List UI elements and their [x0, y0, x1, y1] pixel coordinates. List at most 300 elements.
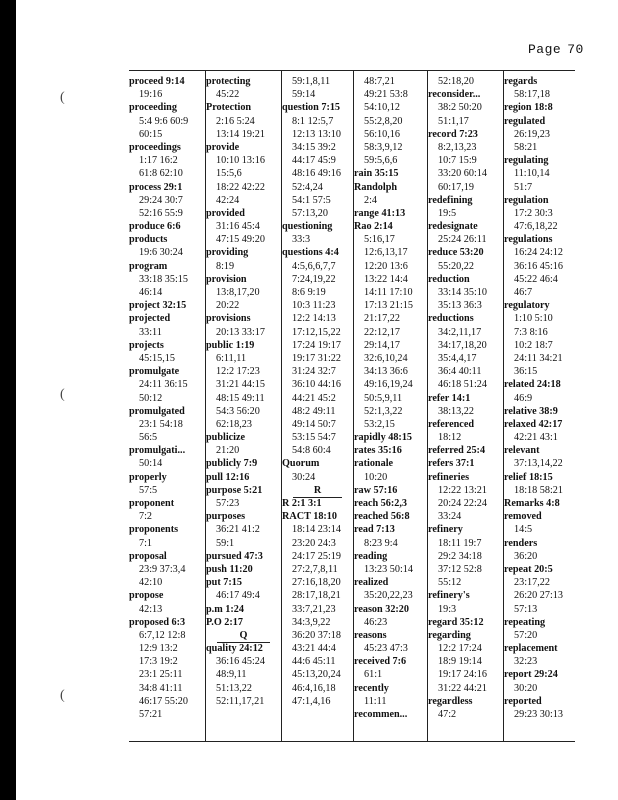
index-term: questions 4:4: [282, 247, 339, 259]
page-value: 70: [567, 42, 584, 57]
index-term: relevant: [504, 445, 540, 457]
index-term: projects: [129, 339, 164, 351]
index-reference: 7:3 8:16: [514, 326, 548, 338]
index-term: report 29:24: [504, 669, 558, 681]
index-reference: 19:17 24:16: [438, 669, 487, 681]
index-term: rationale: [354, 458, 394, 470]
index-column-6: [503, 71, 575, 741]
index-term: renders: [504, 537, 538, 549]
page-label: Page: [528, 42, 562, 57]
index-section-letter: [282, 484, 353, 497]
margin-punch-mark: (: [60, 688, 65, 703]
index-reference: 46:17 55:20: [139, 695, 188, 707]
index-reference: 17:12,15,22: [292, 326, 341, 338]
index-term: refer 14:1: [428, 392, 471, 404]
index-reference: 37:13,14,22: [514, 458, 563, 470]
index-reference: 55:2,8,20: [364, 115, 403, 127]
index-term: purpose 5:21: [206, 484, 263, 496]
index-term: proponents: [129, 524, 179, 536]
index-reference: 53:2,15: [364, 418, 395, 430]
index-reference: 10:20: [364, 471, 388, 483]
section-letter: Q: [217, 629, 270, 643]
index-reference: 12:2 14:13: [292, 313, 336, 325]
index-reference: 36:16 45:16: [514, 260, 563, 272]
index-reference: 57:23: [216, 498, 240, 509]
index-reference: 1:10 5:10: [514, 313, 553, 325]
index-reference: 23:20 24:3: [292, 537, 336, 549]
index-reference: 33:7,21,23: [292, 603, 336, 615]
index-column-5: [427, 71, 503, 741]
index-reference: 46:23: [364, 616, 388, 628]
index-term: regardless: [428, 695, 473, 707]
index-reference: 45:22: [216, 89, 240, 101]
index-reference: 55:12: [438, 577, 462, 589]
index-reference: 14:11 17:10: [364, 287, 413, 298]
index-term: proposed 6:3: [129, 616, 186, 628]
index-reference: 51:1,17: [438, 115, 469, 127]
index-reference: 15:5,6: [216, 168, 242, 180]
index-reference: 22:12,17: [364, 326, 400, 338]
index-reference: 23:9 37:3,4: [139, 563, 186, 575]
index-reference: 5:4 9:6 60:9: [139, 115, 189, 127]
index-reference: 54:3 56:20: [216, 405, 260, 417]
index-reference: 19:16: [139, 89, 163, 101]
index-term: rain 35:15: [354, 168, 399, 180]
index-reference: 27:16,18,20: [292, 577, 341, 589]
index-reference: 27:2,7,8,11: [292, 563, 338, 575]
index-reference: 31:21 44:15: [216, 379, 265, 391]
margin-punch-mark: (: [60, 387, 65, 402]
index-reference: 43:21 44:4: [292, 643, 336, 655]
index-reference: 51:7: [514, 181, 533, 193]
index-reference: 20:13 33:17: [216, 326, 265, 338]
index-reference: 21:20: [216, 445, 240, 457]
index-reference: 34:15 39:2: [292, 141, 336, 153]
index-reference: 19:17 31:22: [292, 352, 341, 364]
index-reference: 11:10,14: [514, 168, 550, 180]
index-reference: 56:10,16: [364, 128, 400, 140]
index-reference: 14:5: [514, 524, 533, 536]
index-term: quality 24:12: [206, 643, 263, 655]
index-term: relief 18:15: [504, 471, 553, 483]
index-reference: 59:1,8,11: [292, 76, 331, 87]
index-term: reconsider...: [428, 89, 481, 101]
index-reference: 19:6 30:24: [139, 247, 183, 259]
index-reference: 13:23 50:14: [364, 563, 413, 575]
index-term: propose: [129, 590, 164, 602]
index-reference: 59:14: [292, 89, 316, 101]
index-term: Protection: [206, 102, 252, 114]
index-reference: 31:22 44:21: [438, 682, 487, 694]
index-reference: 7:1: [139, 537, 153, 549]
index-reference: 1:17 16:2: [139, 155, 178, 167]
index-term: redesignate: [428, 221, 478, 233]
index-column-4: [353, 71, 427, 741]
index-reference: 34:13 36:6: [364, 366, 408, 378]
index-reference: 7:2: [139, 511, 153, 523]
index-term: products: [129, 234, 168, 246]
index-reference: 12:20 13:6: [364, 260, 408, 272]
index-reference: 50:12: [139, 392, 163, 404]
index-reference: 60:15: [139, 128, 163, 140]
index-reference: 36:4 40:11: [438, 366, 482, 378]
index-reference: 48:9,11: [216, 669, 247, 681]
index-reference: 10:2 18:7: [514, 339, 553, 351]
index-reference: 47:1,4,16: [292, 695, 331, 707]
index-term: recently: [354, 682, 389, 694]
index-reference: 4:5,6,6,7,7: [292, 260, 336, 272]
page-number: [522, 42, 584, 57]
index-reference: 29:24 30:7: [139, 194, 183, 206]
index-reference: 42:13: [139, 603, 163, 615]
index-reference: 50:14: [139, 458, 163, 470]
index-term: reduction: [428, 273, 470, 285]
index-reference: 46:7: [514, 287, 533, 298]
index-term: read 7:13: [354, 524, 395, 536]
index-reference: 44:21 45:2: [292, 392, 336, 404]
index-reference: 6:7,12 12:8: [139, 629, 186, 641]
index-term: removed: [504, 511, 542, 523]
index-term: promulgati...: [129, 445, 186, 457]
index-term: regulating: [504, 155, 549, 167]
index-reference: 56:5: [139, 432, 158, 444]
index-reference: 37:12 52:8: [438, 563, 482, 575]
index-reference: 24:17 25:19: [292, 550, 341, 562]
index-term: regulations: [504, 234, 553, 246]
index-reference: 57:5: [139, 484, 158, 496]
index-term: project 32:15: [129, 300, 187, 312]
index-term: proponent: [129, 498, 175, 509]
index-term: proposal: [129, 550, 167, 562]
index-reference: 32:6,10,24: [364, 352, 408, 364]
index-term: regards: [504, 76, 538, 87]
index-reference: 8:6 9:19: [292, 287, 326, 298]
index-reference: 17:13 21:15: [364, 300, 413, 312]
index-reference: 48:7,21: [364, 76, 395, 87]
index-term: relaxed 42:17: [504, 418, 563, 430]
index-reference: 47:15 49:20: [216, 234, 265, 246]
index-reference: 16:24 24:12: [514, 247, 563, 259]
index-reference: 10:10 13:16: [216, 155, 265, 167]
index-term: protecting: [206, 76, 251, 87]
index-reference: 57:21: [139, 709, 163, 720]
index-reference: 34:17,18,20: [438, 339, 487, 351]
index-reference: 7:24,19,22: [292, 273, 336, 285]
index-reference: 36:15: [514, 366, 538, 378]
index-term: questioning: [282, 221, 333, 233]
index-term: record 7:23: [428, 128, 478, 140]
index-term: reduce 53:20: [428, 247, 484, 259]
index-term: refinery: [428, 524, 463, 536]
index-reference: 48:16 49:16: [292, 168, 341, 180]
index-reference: 36:16 45:24: [216, 656, 265, 668]
index-reference: 26:20 27:13: [514, 590, 563, 602]
index-reference: 53:15 54:7: [292, 432, 336, 444]
index-term: provisions: [206, 313, 251, 325]
index-reference: 52:11,17,21: [216, 695, 265, 707]
index-term: recommen...: [354, 709, 408, 720]
index-reference: 2:16 5:24: [216, 115, 255, 127]
index-term: proceeding: [129, 102, 177, 114]
index-term: p.m 1:24: [206, 603, 244, 615]
index-reference: 17:3 19:2: [139, 656, 178, 668]
index-reference: 52:1,3,22: [364, 405, 403, 417]
index-term: public 1:19: [206, 339, 255, 351]
index-reference: 17:24 19:17: [292, 339, 341, 351]
index-reference: 30:24: [292, 471, 316, 483]
index-reference: 25:24 26:11: [438, 234, 487, 246]
index-reference: 23:1 25:11: [139, 669, 183, 681]
index-reference: 24:11 34:21: [514, 352, 563, 364]
index-reference: 33:14 35:10: [438, 287, 487, 298]
index-reference: 44:6 45:11: [292, 656, 336, 668]
index-reference: 8:1 12:5,7: [292, 115, 334, 127]
index-reference: 34:2,11,17: [438, 326, 482, 338]
index-reference: 2:4: [364, 194, 378, 206]
index-reference: 52:18,20: [438, 76, 474, 87]
index-term: reasons: [354, 629, 387, 641]
index-reference: 52:16 55:9: [139, 207, 183, 219]
index-reference: 45:15,15: [139, 352, 175, 364]
index-column-3: [281, 71, 353, 741]
index-term: reason 32:20: [354, 603, 409, 615]
index-term: rates 35:16: [354, 445, 402, 457]
index-reference: 61:8 62:10: [139, 168, 183, 180]
index-column-2: [205, 71, 281, 741]
index-reference: 45:22 46:4: [514, 273, 558, 285]
index-term: regulated: [504, 115, 546, 127]
index-reference: 8:2,13,23: [438, 141, 477, 153]
index-reference: 46:18 51:24: [438, 379, 487, 391]
index-reference: 12:2 17:23: [216, 366, 260, 378]
index-reference: 18:9 19:14: [438, 656, 482, 668]
index-term: relative 38:9: [504, 405, 558, 417]
index-term: regard 35:12: [428, 616, 484, 628]
index-term: refineries: [428, 471, 470, 483]
index-reference: 10:3 11:23: [292, 300, 336, 312]
index-reference: 51:13,22: [216, 682, 252, 694]
index-reference: 21:17,22: [364, 313, 400, 325]
index-reference: 23:17,22: [514, 577, 550, 589]
index-term: reductions: [428, 313, 474, 325]
index-reference: 42:10: [139, 577, 163, 589]
index-reference: 49:16,19,24: [364, 379, 413, 391]
index-reference: 10:7 15:9: [438, 155, 477, 167]
index-reference: 54:8 60:4: [292, 445, 331, 457]
index-reference: 29:23 30:13: [514, 709, 563, 720]
index-reference: 58:17,18: [514, 89, 550, 101]
index-term: received 7:6: [354, 656, 407, 668]
index-term: proceed 9:14: [129, 76, 185, 87]
index-term: reading: [354, 550, 388, 562]
index-reference: 17:2 30:3: [514, 207, 553, 219]
index-reference: 48:2 49:11: [292, 405, 336, 417]
index-reference: 33:11: [139, 326, 162, 338]
index-reference: 12:9 13:2: [139, 643, 178, 655]
index-term: refers 37:1: [428, 458, 475, 470]
word-index-table: [129, 70, 575, 742]
index-term: realized: [354, 577, 389, 589]
index-term: program: [129, 260, 168, 272]
index-reference: 29:2 34:18: [438, 550, 482, 562]
index-term: Rao 2:14: [354, 221, 393, 233]
index-reference: 36:21 41:2: [216, 524, 260, 536]
index-term: range 41:13: [354, 207, 406, 219]
index-reference: 54:10,12: [364, 102, 400, 114]
index-term: raw 57:16: [354, 484, 398, 496]
index-reference: 32:23: [514, 656, 538, 668]
index-reference: 33:3: [292, 234, 311, 246]
index-reference: 34:3,9,22: [292, 616, 331, 628]
index-reference: 59:1: [216, 537, 235, 549]
index-reference: 18:11 19:7: [438, 537, 482, 549]
index-reference: 46:9: [514, 392, 533, 404]
index-reference: 58:21: [514, 141, 538, 153]
index-term: P.O 2:17: [206, 616, 243, 628]
index-reference: 58:3,9,12: [364, 141, 403, 153]
index-reference: 12:22 13:21: [438, 484, 487, 496]
index-term: promulgate: [129, 366, 180, 378]
index-reference: 36:20 37:18: [292, 629, 341, 641]
index-reference: 28:17,18,21: [292, 590, 341, 602]
index-term: regarding: [428, 629, 471, 641]
index-reference: 33:20 60:14: [438, 168, 487, 180]
index-term: provision: [206, 273, 247, 285]
index-term: providing: [206, 247, 249, 259]
index-reference: 59:5,6,6: [364, 155, 398, 167]
index-reference: 26:19,23: [514, 128, 550, 140]
index-reference: 18:18 58:21: [514, 484, 563, 496]
index-reference: 34:8 41:11: [139, 682, 183, 694]
index-reference: 20:22: [216, 300, 240, 312]
index-reference: 36:20: [514, 550, 538, 562]
index-reference: 49:21 53:8: [364, 89, 408, 101]
margin-punch-mark: (: [60, 90, 65, 105]
index-term: pull 12:16: [206, 471, 250, 483]
index-reference: 38:13,22: [438, 405, 474, 417]
index-reference: 52:4,24: [292, 181, 323, 193]
index-reference: 46:14: [139, 287, 163, 298]
index-reference: 44:17 45:9: [292, 155, 336, 167]
section-letter: R: [293, 484, 343, 498]
index-term: push 11:20: [206, 563, 253, 575]
index-reference: 48:15 49:11: [216, 392, 265, 404]
index-reference: 23:1 54:18: [139, 418, 183, 430]
index-reference: 29:14,17: [364, 339, 400, 351]
index-reference: 8:23 9:4: [364, 537, 398, 549]
index-term: provided: [206, 207, 245, 219]
scan-edge-bar: [0, 0, 16, 800]
index-term: process 29:1: [129, 181, 183, 193]
index-reference: 13:14 19:21: [216, 128, 265, 140]
index-reference: 35:20,22,23: [364, 590, 413, 602]
index-term: purposes: [206, 511, 246, 523]
index-reference: 55:20,22: [438, 260, 474, 272]
index-reference: 6:11,11: [216, 352, 247, 364]
index-reference: 13:8,17,20: [216, 287, 260, 298]
index-reference: 46:4,16,18: [292, 682, 336, 694]
index-reference: 8:19: [216, 260, 235, 272]
index-term: reach 56:2,3: [354, 498, 408, 509]
index-reference: 42:24: [216, 194, 240, 206]
index-reference: 45:13,20,24: [292, 669, 341, 681]
index-term: rapidly 48:15: [354, 432, 413, 444]
index-reference: 57:20: [514, 629, 538, 641]
index-reference: 24:11 36:15: [139, 379, 188, 391]
index-reference: 33:18 35:15: [139, 273, 188, 285]
index-term: Remarks 4:8: [504, 498, 560, 509]
index-reference: 20:24 22:24: [438, 498, 487, 509]
index-reference: 46:17 49:4: [216, 590, 260, 602]
index-term: RACT 18:10: [282, 511, 337, 523]
index-term: repeat 20:5: [504, 563, 553, 575]
index-reference: 42:21 43:1: [514, 432, 558, 444]
index-reference: 45:23 47:3: [364, 643, 408, 655]
index-term: Randolph: [354, 181, 398, 193]
index-term: reported: [504, 695, 542, 707]
index-section-letter: [206, 629, 281, 642]
index-reference: 50:5,9,11: [364, 392, 403, 404]
index-reference: 31:16 45:4: [216, 221, 260, 233]
index-reference: 18:14 23:14: [292, 524, 341, 536]
index-term: produce 6:6: [129, 221, 181, 233]
index-term: related 24:18: [504, 379, 561, 391]
index-term: regulatory: [504, 300, 550, 312]
index-term: publicly 7:9: [206, 458, 258, 470]
index-reference: 35:13 36:3: [438, 300, 482, 312]
index-term: projected: [129, 313, 171, 325]
index-reference: 19:3: [438, 603, 457, 615]
index-term: repeating: [504, 616, 546, 628]
index-reference: 47:2: [438, 709, 457, 720]
index-reference: 5:16,17: [364, 234, 395, 246]
index-term: redefining: [428, 194, 473, 206]
index-reference: 35:4,4,17: [438, 352, 477, 364]
index-term: R 2:1 3:1: [282, 498, 322, 509]
index-reference: 18:12: [438, 432, 462, 444]
index-reference: 12:2 17:24: [438, 643, 482, 655]
index-term: regulation: [504, 194, 549, 206]
index-term: replacement: [504, 643, 558, 655]
index-reference: 61:1: [364, 669, 383, 681]
index-term: referenced: [428, 418, 475, 430]
index-term: properly: [129, 471, 167, 483]
index-reference: 62:18,23: [216, 418, 252, 430]
index-reference: 12:13 13:10: [292, 128, 341, 140]
index-term: refinery's: [428, 590, 470, 602]
index-term: publicize: [206, 432, 246, 444]
index-reference: 31:24 32:7: [292, 366, 336, 378]
index-term: promulgated: [129, 405, 185, 417]
index-reference: 12:6,13,17: [364, 247, 408, 259]
index-reference: 33:24: [438, 511, 462, 523]
index-reference: 19:5: [438, 207, 457, 219]
index-term: referred 25:4: [428, 445, 486, 457]
index-term: reached 56:8: [354, 511, 410, 523]
index-reference: 47:6,18,22: [514, 221, 558, 233]
index-reference: 36:10 44:16: [292, 379, 341, 391]
index-reference: 30:20: [514, 682, 538, 694]
index-reference: 13:22 14:4: [364, 273, 408, 285]
index-reference: 57:13,20: [292, 207, 328, 219]
index-reference: 54:1 57:5: [292, 194, 331, 206]
index-column-1: [129, 71, 205, 741]
index-term: put 7:15: [206, 577, 242, 589]
index-term: question 7:15: [282, 102, 341, 114]
index-reference: 38:2 50:20: [438, 102, 482, 114]
index-term: pursued 47:3: [206, 550, 263, 562]
index-reference: 57:13: [514, 603, 538, 615]
